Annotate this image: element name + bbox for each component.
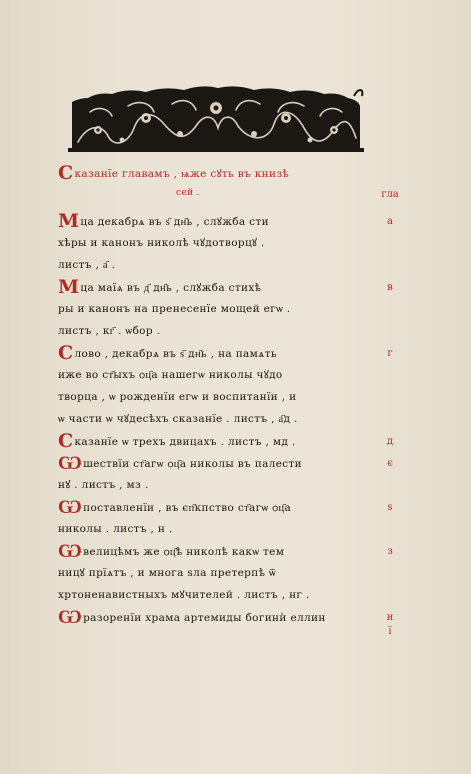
entry-line — [58, 474, 380, 496]
entry-line — [58, 408, 380, 430]
entry-text: ѡ части ѡ чꙋдесѣхъ сказанїе . листъ , а҃д . — [58, 413, 298, 425]
entry-text: разоренїи храма артемиды богинѝ еллин — [83, 612, 326, 624]
toc-entries — [58, 210, 380, 628]
entry-text: поставленїи , въ єп҃кпство ст҃агѡ ѻц҃а — [83, 502, 292, 514]
entry-initial: Ѡ — [58, 496, 83, 518]
entry-text: ца декабрѧ въ ѕ҃ дн҃ь , слꙋжба сти — [80, 216, 269, 228]
entry-line — [58, 210, 380, 232]
toc-entry — [58, 606, 380, 628]
entry-initial: М — [58, 210, 80, 232]
margin-number: ѕ — [387, 502, 393, 513]
entry-initial: С — [58, 430, 74, 452]
entry-initial: Ѡ — [58, 540, 83, 562]
toc-entry — [58, 540, 380, 606]
toc-entry — [58, 452, 380, 496]
entry-initial: С — [58, 342, 74, 364]
entry-text: велицѣмъ же ѻц҃ѣ николѣ какѡ тем — [83, 546, 285, 558]
entry-line — [58, 540, 380, 562]
entry-text: иже во ст҃ыхъ ѻц҃а нашегѡ николы чꙋдо — [58, 369, 283, 381]
toc-title-cont: сей . — [176, 188, 200, 198]
entry-text: шествїи ст҃агѡ ѻц҃а николы въ палести — [83, 458, 303, 470]
margin-number: в — [387, 282, 393, 293]
margin-number: з — [387, 546, 393, 557]
entry-text: казанїе ѡ трехъ двицахъ . листъ , мд . — [74, 436, 296, 448]
entry-initial: Ѡ — [58, 452, 83, 474]
entry-line — [58, 254, 380, 276]
entry-line — [58, 276, 380, 298]
entry-line — [58, 606, 380, 628]
margin-number: г — [387, 348, 393, 359]
entry-line — [58, 430, 380, 452]
entry-line — [58, 364, 380, 386]
entry-text: хртоненавистныхъ мꙋчителей . листъ , нг . — [58, 589, 310, 601]
entry-line — [58, 496, 380, 518]
margin-number: є — [387, 458, 393, 469]
entry-initial: М — [58, 276, 80, 298]
entry-text: листъ , кг҃ . ѡбор . — [58, 325, 161, 337]
toc-entry — [58, 276, 380, 342]
toc-entry — [58, 430, 380, 452]
entry-text: ца маїѧ въ д҃ дн҃ь , слꙋжба стихѣ — [80, 282, 262, 294]
toc-entry — [58, 342, 380, 430]
entry-text: ницꙋ прїѧтъ , и многа ѕла претерпѣ ѿ — [58, 567, 276, 579]
entry-line — [58, 320, 380, 342]
entry-text: творца , ѡ рожденїи егѡ и воспитанїи , и — [58, 391, 297, 403]
toc-title — [58, 162, 380, 184]
entry-text: ры и канонъ на пренесенїе мощей егѡ . — [58, 303, 291, 315]
entry-text: хѣры и канонъ николѣ чꙋдотворцꙋ . — [58, 237, 265, 249]
entry-line — [58, 584, 380, 606]
entry-text: лово , декабрѧ въ ѕ҃ дн҃ь , на памѧть — [74, 348, 277, 360]
entry-text: николы . листъ , н . — [58, 523, 173, 535]
entry-line — [58, 386, 380, 408]
entry-line — [58, 452, 380, 474]
margin-number: а — [387, 216, 393, 227]
toc-entry — [58, 210, 380, 276]
margin-number: и — [386, 612, 394, 623]
entry-line — [58, 518, 380, 540]
toc-entry — [58, 496, 380, 540]
entry-line — [58, 342, 380, 364]
entry-line — [58, 298, 380, 320]
margin-header: гла — [381, 189, 399, 200]
entry-text: листъ , а҃ . — [58, 259, 116, 271]
margin-number: д — [386, 436, 394, 447]
entry-text: нꙋ . листъ , мз . — [58, 479, 149, 491]
title-text: казанїе главамъ , ѩже сꙋть въ книзѣ — [74, 168, 290, 180]
entry-line — [58, 562, 380, 584]
entry-initial: Ѡ — [58, 606, 83, 628]
table-of-contents — [58, 162, 380, 628]
title-initial: С — [58, 162, 74, 184]
ornamental-headpiece-icon — [68, 84, 364, 152]
entry-line — [58, 232, 380, 254]
margin-number-extra: ї — [388, 626, 392, 637]
